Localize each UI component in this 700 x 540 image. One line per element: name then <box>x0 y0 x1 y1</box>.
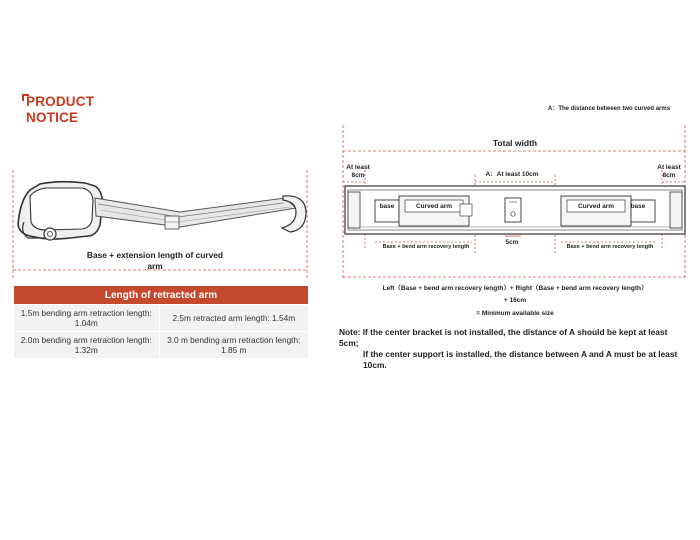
page-heading <box>26 94 94 126</box>
heading-line-2: NOTICE <box>26 110 79 125</box>
corner-mark-icon <box>22 94 29 101</box>
table-title: Length of retracted arm <box>14 286 308 305</box>
legend-text: A：The distance between two curved arms <box>548 106 671 112</box>
center-gap-label: 5cm <box>505 239 519 246</box>
left-recovery-label: Base + bend arm recovery length <box>382 244 470 250</box>
right-recovery-label: Base + bend arm recovery length <box>566 244 654 250</box>
note-line-1: Note: If the center bracket is not installed, the distance of A should be kept at least 5cm; <box>339 327 668 348</box>
left-base-label: base <box>379 203 395 210</box>
table-row <box>14 305 308 332</box>
table-row <box>14 332 308 359</box>
a-gap-label: A：At least 10cm <box>485 171 539 178</box>
formula-line-1: Left（Base + bend arm recovery length）+ Right（Base + bend arm recovery length） <box>382 285 648 292</box>
formula-line-2: + 16cm <box>503 297 527 304</box>
note-line-2: If the center support is installed, the distance between A and A must be at least 10cm. <box>363 349 678 370</box>
left-arm-label: Curved arm <box>415 203 453 210</box>
retracted-arm-table <box>14 286 308 358</box>
table-cell: 2.0m bending arm retraction length: 1.32m <box>14 332 159 359</box>
right-gap-label: At least 8cm <box>657 164 681 179</box>
heading-line-1: PRODUCT <box>26 94 95 109</box>
total-width-label: Total width <box>492 138 538 148</box>
formula-line-3: = Minimum available size <box>476 310 554 317</box>
installation-note <box>339 327 687 371</box>
left-gap-label: At least 8cm <box>346 164 370 179</box>
table-cell: 2.5m retracted arm length: 1.54m <box>159 305 308 332</box>
right-base-label: base <box>630 203 646 210</box>
table-cell: 1.5m bending arm retraction length: 1.04m <box>14 305 159 332</box>
right-arm-label: Curved arm <box>577 203 615 210</box>
arm-length-caption: Base + extension length of curved arm <box>86 250 224 271</box>
table-cell: 3.0 m bending arm retraction length: 1.85 m <box>159 332 308 359</box>
